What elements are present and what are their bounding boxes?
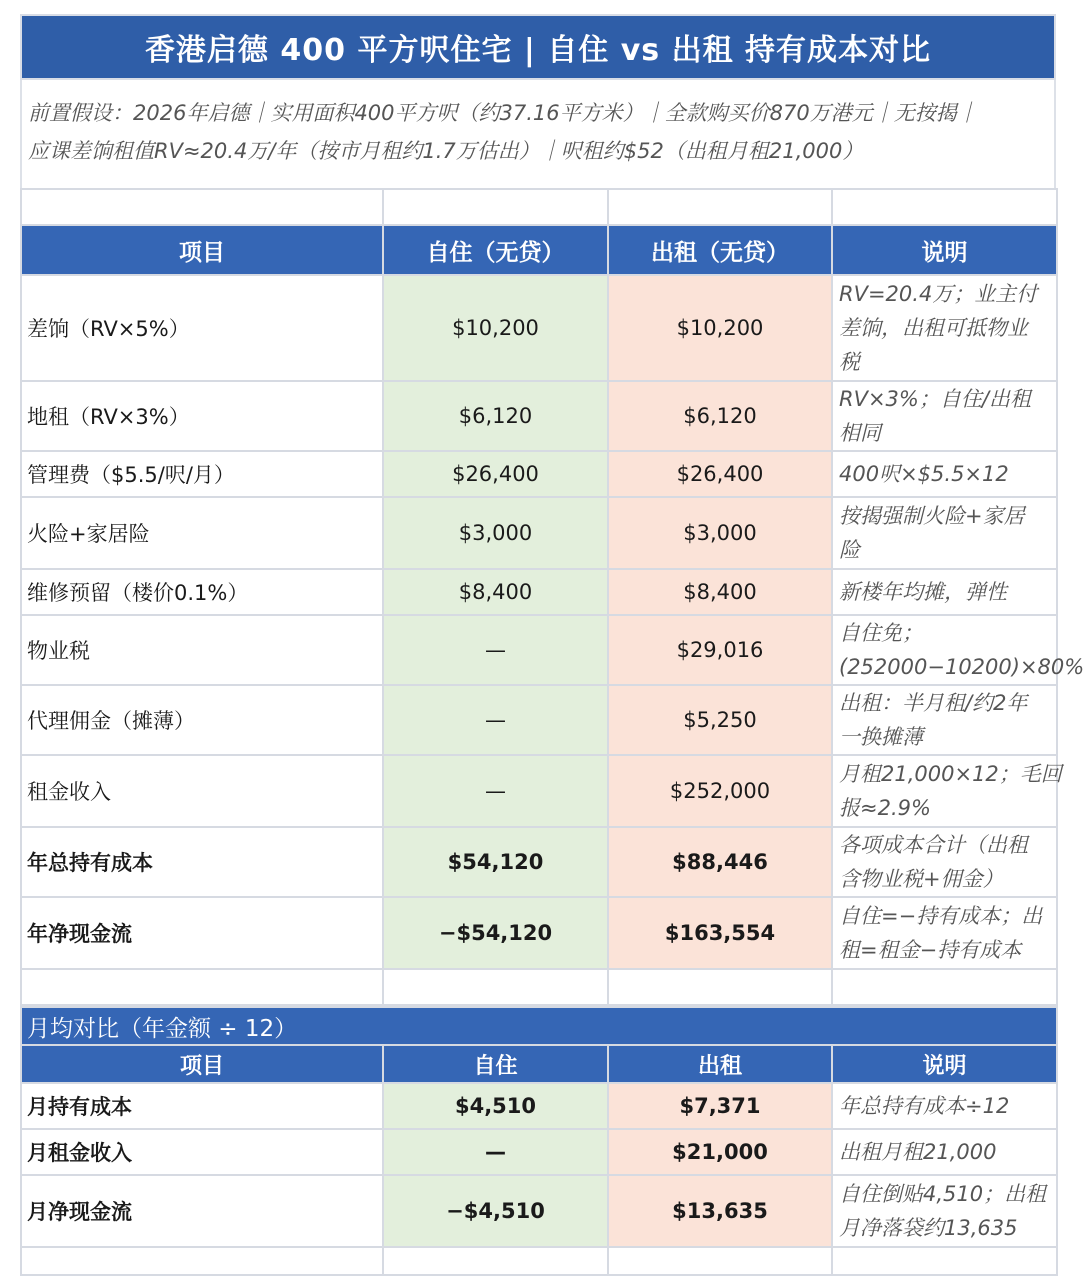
header-rent: 出租 xyxy=(608,1045,832,1083)
note-cell xyxy=(832,827,1057,897)
own-value-cell: — xyxy=(383,685,608,755)
item-cell: 差饷（RV×5%） xyxy=(21,275,383,381)
assumptions-block xyxy=(20,80,1056,188)
note-line: 自住免； xyxy=(839,621,923,645)
item-cell: 月租金收入 xyxy=(21,1129,383,1175)
rent-value-cell: $13,635 xyxy=(608,1175,832,1247)
rent-value-cell: $88,446 xyxy=(608,827,832,897)
header-note: 说明 xyxy=(832,1045,1057,1083)
table-row xyxy=(21,451,1057,497)
note-line: (252000−10200)×80% xyxy=(839,655,1084,679)
rent-value-cell: $252,000 xyxy=(608,755,832,827)
note-line: 报≈2.9% xyxy=(839,796,931,820)
spacer-row xyxy=(21,1247,1057,1275)
own-value-cell: $54,120 xyxy=(383,827,608,897)
note-line: 险 xyxy=(839,538,860,562)
item-cell: 年净现金流 xyxy=(21,897,383,969)
note-line: 相同 xyxy=(839,421,881,445)
note-cell xyxy=(832,615,1084,685)
table-row xyxy=(21,1175,1057,1247)
own-value-cell: $4,510 xyxy=(383,1083,608,1129)
table-row xyxy=(21,569,1057,615)
item-cell: 代理佣金（摊薄） xyxy=(21,685,383,755)
rent-value-cell: $7,371 xyxy=(608,1083,832,1129)
table-row xyxy=(21,755,1057,827)
own-value-cell: $10,200 xyxy=(383,275,608,381)
note-cell xyxy=(832,497,1057,569)
header-own: 自住 xyxy=(383,1045,608,1083)
table-row xyxy=(21,685,1057,755)
annual-cost-table xyxy=(20,188,1084,1006)
table-header-row xyxy=(21,225,1057,275)
rent-value-cell: $3,000 xyxy=(608,497,832,569)
section-title-row xyxy=(21,1007,1057,1045)
spreadsheet xyxy=(20,14,1084,1276)
note-line: 一换摊薄 xyxy=(839,725,923,749)
rent-value-cell: $10,200 xyxy=(608,275,832,381)
note-line: 400呎×$5.5×12 xyxy=(839,462,1009,486)
own-value-cell: — xyxy=(383,615,608,685)
header-rent: 出租（无贷） xyxy=(608,225,832,275)
item-cell: 火险+家居险 xyxy=(21,497,383,569)
table-row xyxy=(21,615,1057,685)
item-cell: 物业税 xyxy=(21,615,383,685)
rent-value-cell: $6,120 xyxy=(608,381,832,451)
note-line: 租=租金−持有成本 xyxy=(839,938,1022,962)
note-cell xyxy=(832,381,1057,451)
header-note: 说明 xyxy=(832,225,1057,275)
own-value-cell: −$54,120 xyxy=(383,897,608,969)
note-cell xyxy=(832,569,1057,615)
note-line: 新楼年均摊，弹性 xyxy=(839,580,1007,604)
item-cell: 维修预留（楼价0.1%） xyxy=(21,569,383,615)
own-value-cell: $3,000 xyxy=(383,497,608,569)
item-cell: 月净现金流 xyxy=(21,1175,383,1247)
own-value-cell: $26,400 xyxy=(383,451,608,497)
note-line: 月净落袋约13,635 xyxy=(839,1216,1018,1240)
note-cell xyxy=(832,275,1057,381)
note-line: 自住倒贴4,510；出租 xyxy=(839,1182,1047,1206)
rent-value-cell: $163,554 xyxy=(608,897,832,969)
table-row xyxy=(21,275,1057,381)
note-cell xyxy=(832,1129,1057,1175)
note-cell xyxy=(832,755,1062,827)
item-cell: 租金收入 xyxy=(21,755,383,827)
rent-value-cell: $5,250 xyxy=(608,685,832,755)
rent-value-cell: $26,400 xyxy=(608,451,832,497)
table-header-row xyxy=(21,1045,1057,1083)
table-row xyxy=(21,1129,1057,1175)
section-title: 月均对比（年金额 ÷ 12） xyxy=(21,1007,1057,1045)
note-line: 税 xyxy=(839,350,860,374)
note-line: RV×3%；自住/出租 xyxy=(839,387,1031,411)
rent-value-cell: $21,000 xyxy=(608,1129,832,1175)
spacer-row xyxy=(21,189,1057,225)
header-item: 项目 xyxy=(21,1045,383,1083)
own-value-cell: −$4,510 xyxy=(383,1175,608,1247)
spacer-row xyxy=(21,969,1057,1005)
page-title: 香港启德 400 平方呎住宅 | 自住 vs 出租 持有成本对比 xyxy=(20,14,1056,80)
header-own: 自住（无贷） xyxy=(383,225,608,275)
table-row xyxy=(21,381,1057,451)
note-cell xyxy=(832,451,1057,497)
note-line: RV=20.4万；业主付 xyxy=(839,282,1038,306)
table-row xyxy=(21,827,1057,897)
note-line: 自住=−持有成本；出 xyxy=(839,904,1043,928)
item-cell: 年总持有成本 xyxy=(21,827,383,897)
note-line: 各项成本合计（出租 xyxy=(839,833,1028,857)
table-row xyxy=(21,897,1057,969)
rent-value-cell: $29,016 xyxy=(608,615,832,685)
table-row xyxy=(21,497,1057,569)
note-line: 差饷，出租可抵物业 xyxy=(839,316,1028,340)
rent-value-cell: $8,400 xyxy=(608,569,832,615)
note-cell xyxy=(832,1175,1057,1247)
item-cell: 地租（RV×3%） xyxy=(21,381,383,451)
assumption-line: 应课差饷租值RV≈20.4万/年（按市月租约1.7万估出）｜呎租约$52（出租月租21,000） xyxy=(28,139,864,163)
note-line: 出租：半月租/约2年 xyxy=(839,691,1028,715)
note-line: 含物业税+佣金） xyxy=(839,867,1004,891)
own-value-cell: $8,400 xyxy=(383,569,608,615)
table-row xyxy=(21,1083,1057,1129)
note-cell xyxy=(832,685,1057,755)
own-value-cell: — xyxy=(383,1129,608,1175)
note-line: 出租月租21,000 xyxy=(839,1140,997,1164)
own-value-cell: $6,120 xyxy=(383,381,608,451)
note-line: 月租21,000×12；毛回 xyxy=(839,762,1062,786)
monthly-cost-table xyxy=(20,1006,1058,1276)
assumption-line: 前置假设：2026年启德｜实用面积400平方呎（约37.16平方米）｜全款购买价870万港元｜无按揭｜ xyxy=(28,101,978,125)
header-item: 项目 xyxy=(21,225,383,275)
note-line: 年总持有成本÷12 xyxy=(839,1094,1010,1118)
note-cell xyxy=(832,897,1057,969)
own-value-cell: — xyxy=(383,755,608,827)
note-cell xyxy=(832,1083,1057,1129)
item-cell: 管理费（$5.5/呎/月） xyxy=(21,451,383,497)
note-line: 按揭强制火险+家居 xyxy=(839,504,1025,528)
item-cell: 月持有成本 xyxy=(21,1083,383,1129)
